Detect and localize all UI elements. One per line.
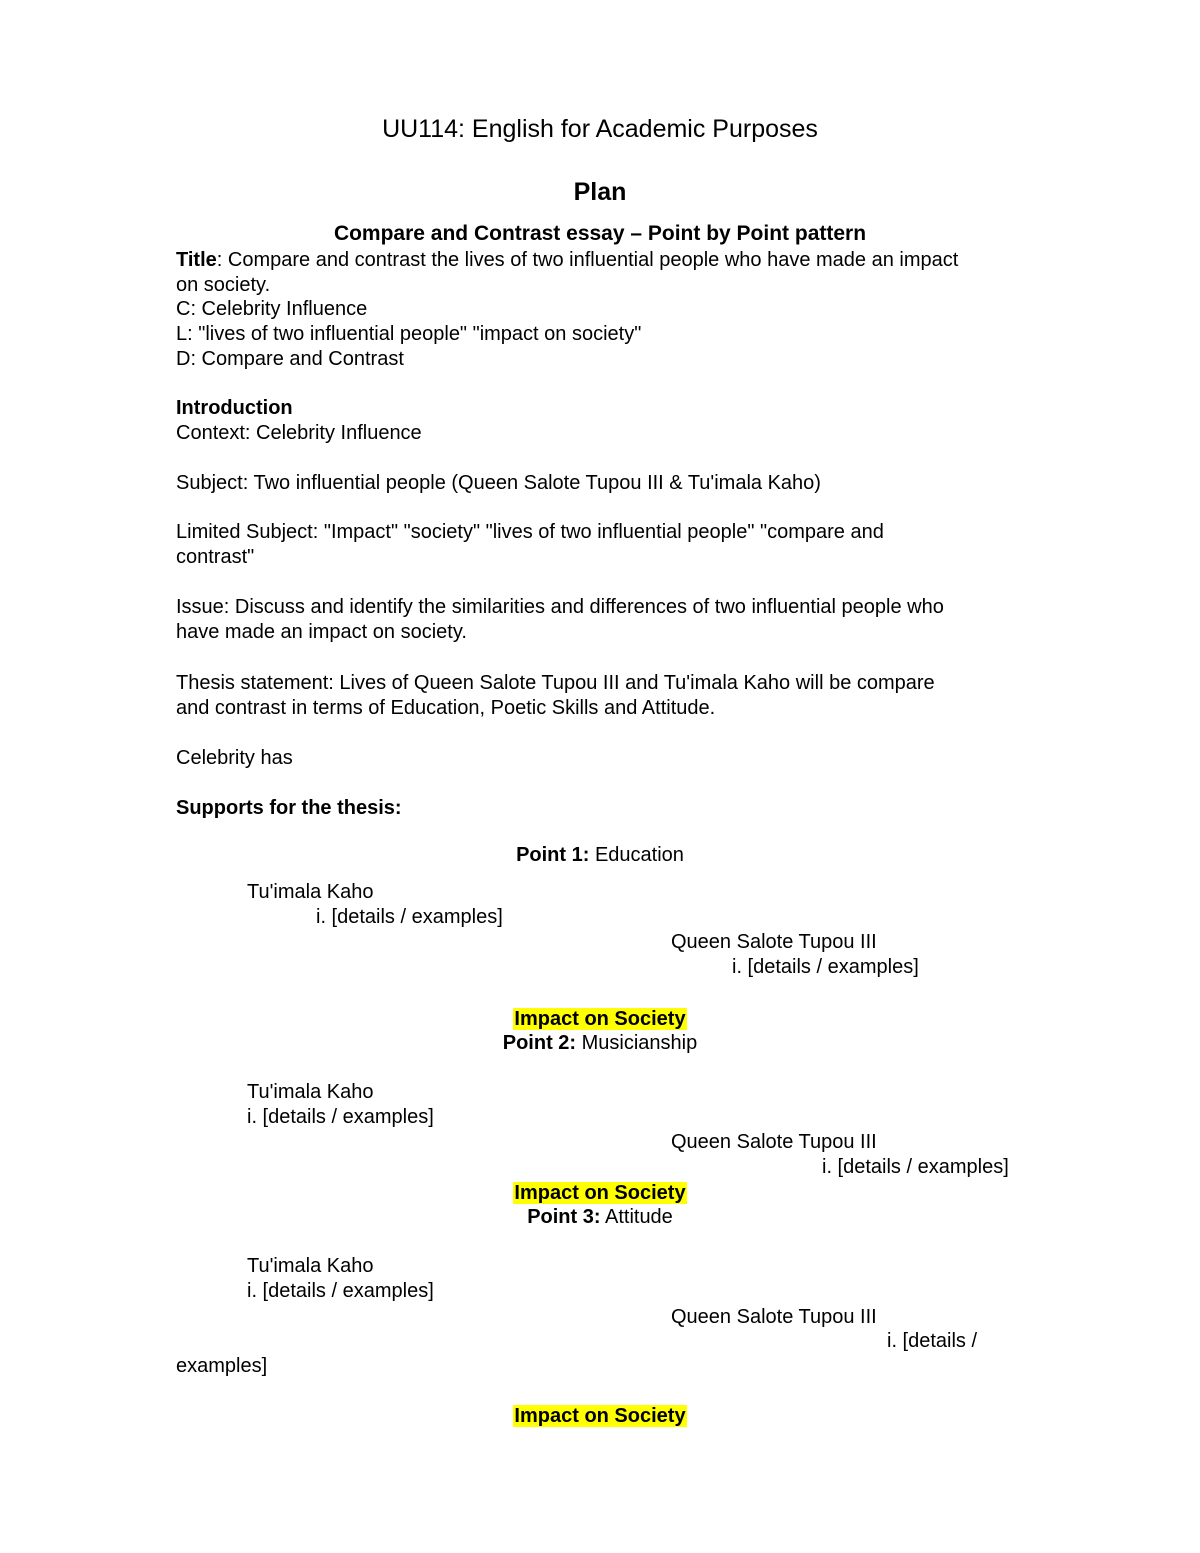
thesis-line-1: Thesis statement: Lives of Queen Salote Tupou III and Tu'imala Kaho will be compare: [176, 672, 935, 694]
limited-subject-line-1: Limited Subject: "Impact" "society" "lives of two influential people" "compare and: [176, 521, 884, 543]
context-line: Context: Celebrity Influence: [176, 422, 422, 444]
issue-line-1: Issue: Discuss and identify the similarities and differences of two influential people who: [176, 596, 944, 618]
celebrity-line: Celebrity has: [176, 747, 293, 769]
essay-heading: Compare and Contrast essay – Point by Point pattern: [333, 222, 867, 245]
point-1-details-b: i. [details / examples]: [732, 956, 919, 978]
point-2-person-a: Tu'imala Kaho: [247, 1081, 374, 1103]
point-1-label: Point 1:: [516, 844, 590, 866]
l-line: L: "lives of two influential people" "impact on society": [176, 323, 642, 345]
point-2-details-a: i. [details / examples]: [247, 1106, 434, 1128]
point-3-person-b: Queen Salote Tupou III: [671, 1306, 877, 1328]
point-2-details-b: i. [details / examples]: [822, 1156, 1009, 1178]
limited-subject-line-2: contrast": [176, 546, 255, 568]
d-line: D: Compare and Contrast: [176, 348, 404, 370]
c-line: C: Celebrity Influence: [176, 298, 368, 320]
course-title: UU114: English for Academic Purposes: [382, 115, 818, 143]
title-text-cont: on society.: [176, 274, 271, 296]
point-3-details-b-1: i. [details /: [887, 1330, 978, 1352]
point-3-details-a: i. [details / examples]: [247, 1280, 434, 1302]
point-3-impact: [0, 1404, 1200, 1428]
subject-line: Subject: Two influential people (Queen Salote Tupou III & Tu'imala Kaho): [176, 472, 821, 494]
title-label: Title: [176, 249, 217, 271]
title-text: : Compare and contrast the lives of two influential people who have made an impact: [216, 249, 959, 271]
point-2-label: Point 2:: [502, 1032, 577, 1054]
point-1-heading: [0, 843, 1200, 867]
point-1-person-b: Queen Salote Tupou III: [671, 931, 877, 953]
issue-line-2: have made an impact on society.: [176, 621, 467, 643]
point-1-topic: Education: [589, 844, 684, 866]
point-3-topic: Attitude: [600, 1206, 673, 1228]
point-2-person-b: Queen Salote Tupou III: [671, 1131, 877, 1153]
point-2-impact-label: Impact on Society: [514, 1182, 686, 1204]
title-line: [176, 248, 958, 272]
point-1-person-a: Tu'imala Kaho: [247, 881, 374, 903]
supports-heading: Supports for the thesis:: [176, 797, 402, 819]
point-1-impact: [0, 1007, 1200, 1031]
point-2-heading: [0, 1031, 1200, 1055]
point-3-person-a: Tu'imala Kaho: [247, 1255, 374, 1277]
plan-heading: Plan: [573, 178, 627, 206]
point-3-heading: [0, 1205, 1200, 1229]
point-2-topic: Musicianship: [576, 1032, 698, 1054]
point-2-impact: [0, 1181, 1200, 1205]
intro-heading: Introduction: [176, 397, 293, 419]
thesis-line-2: and contrast in terms of Education, Poetic Skills and Attitude.: [176, 697, 716, 719]
point-3-label: Point 3:: [527, 1206, 601, 1228]
point-3-impact-label: Impact on Society: [514, 1405, 686, 1427]
point-1-impact-label: Impact on Society: [514, 1008, 686, 1030]
point-1-details-a: i. [details / examples]: [316, 906, 503, 928]
point-3-details-b-2: examples]: [176, 1355, 268, 1377]
